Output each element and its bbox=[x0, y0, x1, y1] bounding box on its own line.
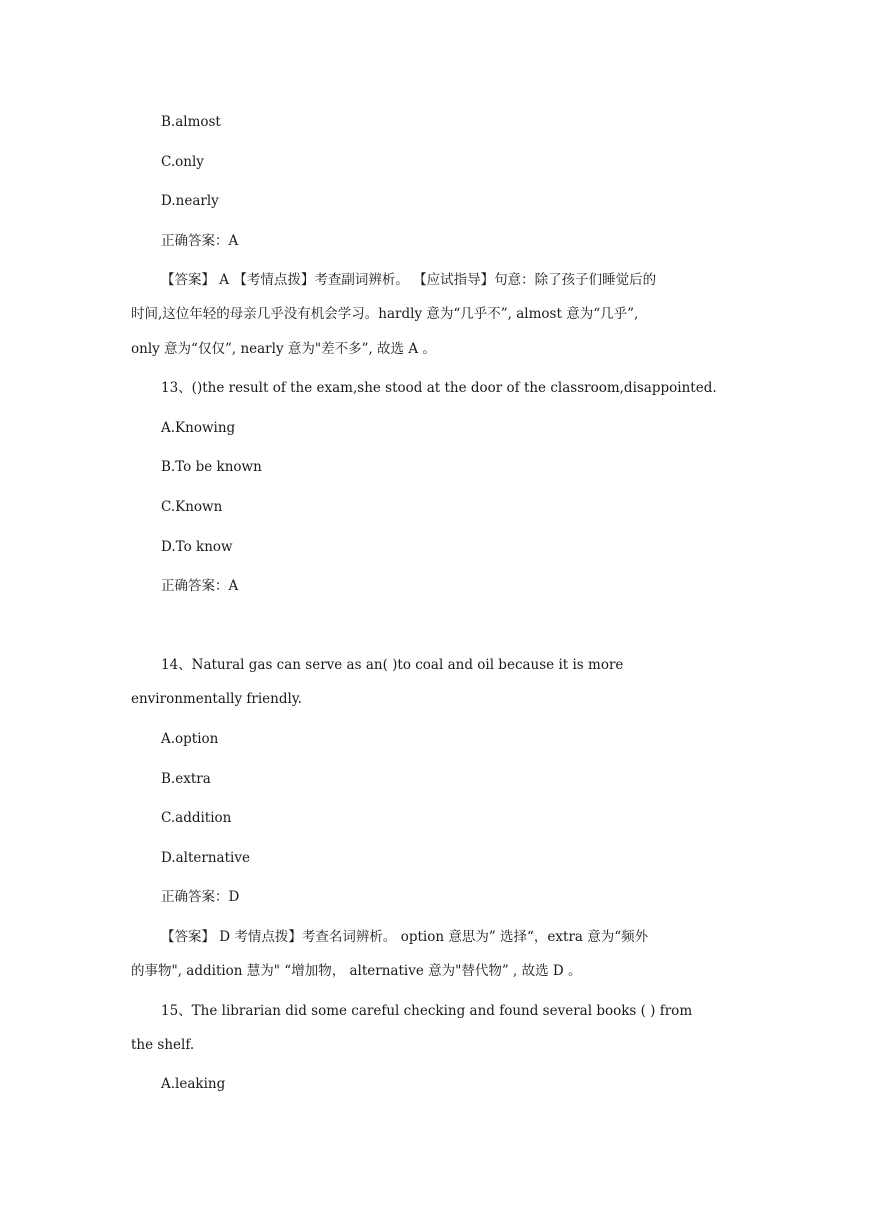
q14-option-d: D.alternative bbox=[161, 850, 250, 866]
q15-option-a: A.leaking bbox=[161, 1076, 226, 1092]
q14-explanation-line-2: 的事物", addition 慧为" “增加物， alternative 意为"替代物” , 故选 D 。 bbox=[131, 963, 582, 979]
q12-option-c: C.only bbox=[161, 154, 204, 170]
q13-option-b: B.To be known bbox=[161, 459, 262, 475]
q12-explanation-line-2: 时间,这位年轻的母亲几乎没有机会学习。hardly 意为“几乎不”, almost 意为“几乎”, bbox=[131, 306, 639, 322]
q14-correct-answer: 正确答案：D bbox=[161, 889, 240, 905]
q12-correct-answer: 正确答案：A bbox=[161, 233, 239, 249]
q15-question-line-1: 15、The librarian did some careful checking and found several books ( ) from bbox=[161, 1003, 693, 1019]
q13-correct-answer: 正确答案：A bbox=[161, 578, 239, 594]
q13-option-c: C.Known bbox=[161, 499, 223, 515]
q13-question: 13、()the result of the exam,she stood at the door of the classroom,disappointed. bbox=[161, 380, 717, 396]
q14-option-b: B.extra bbox=[161, 771, 211, 787]
q12-option-b: B.almost bbox=[161, 114, 221, 130]
q13-option-a: A.Knowing bbox=[161, 420, 236, 436]
q14-explanation-line-1: 【答案】 D 考情点拨】考查名词辨析。 option 意思为” 选择“，extra 意为“频外 bbox=[161, 929, 649, 945]
q15-question-line-2: the shelf. bbox=[131, 1037, 195, 1053]
q14-option-c: C.addition bbox=[161, 810, 232, 826]
q14-option-a: A.option bbox=[161, 731, 219, 747]
q13-option-d: D.To know bbox=[161, 539, 233, 555]
q14-question-line-1: 14、Natural gas can serve as an( )to coal and oil because it is more bbox=[161, 657, 624, 673]
q12-explanation-line-3: only 意为“仅仅”, nearly 意为"差不多”, 故选 A 。 bbox=[131, 341, 436, 357]
q12-explanation-line-1: 【答案】 A 【考情点拨】考查副词辨析。 【应试指导】句意：除了孩子们睡觉后的 bbox=[161, 272, 657, 288]
q14-question-line-2: environmentally friendly. bbox=[131, 691, 302, 707]
q12-option-d: D.nearly bbox=[161, 193, 219, 209]
